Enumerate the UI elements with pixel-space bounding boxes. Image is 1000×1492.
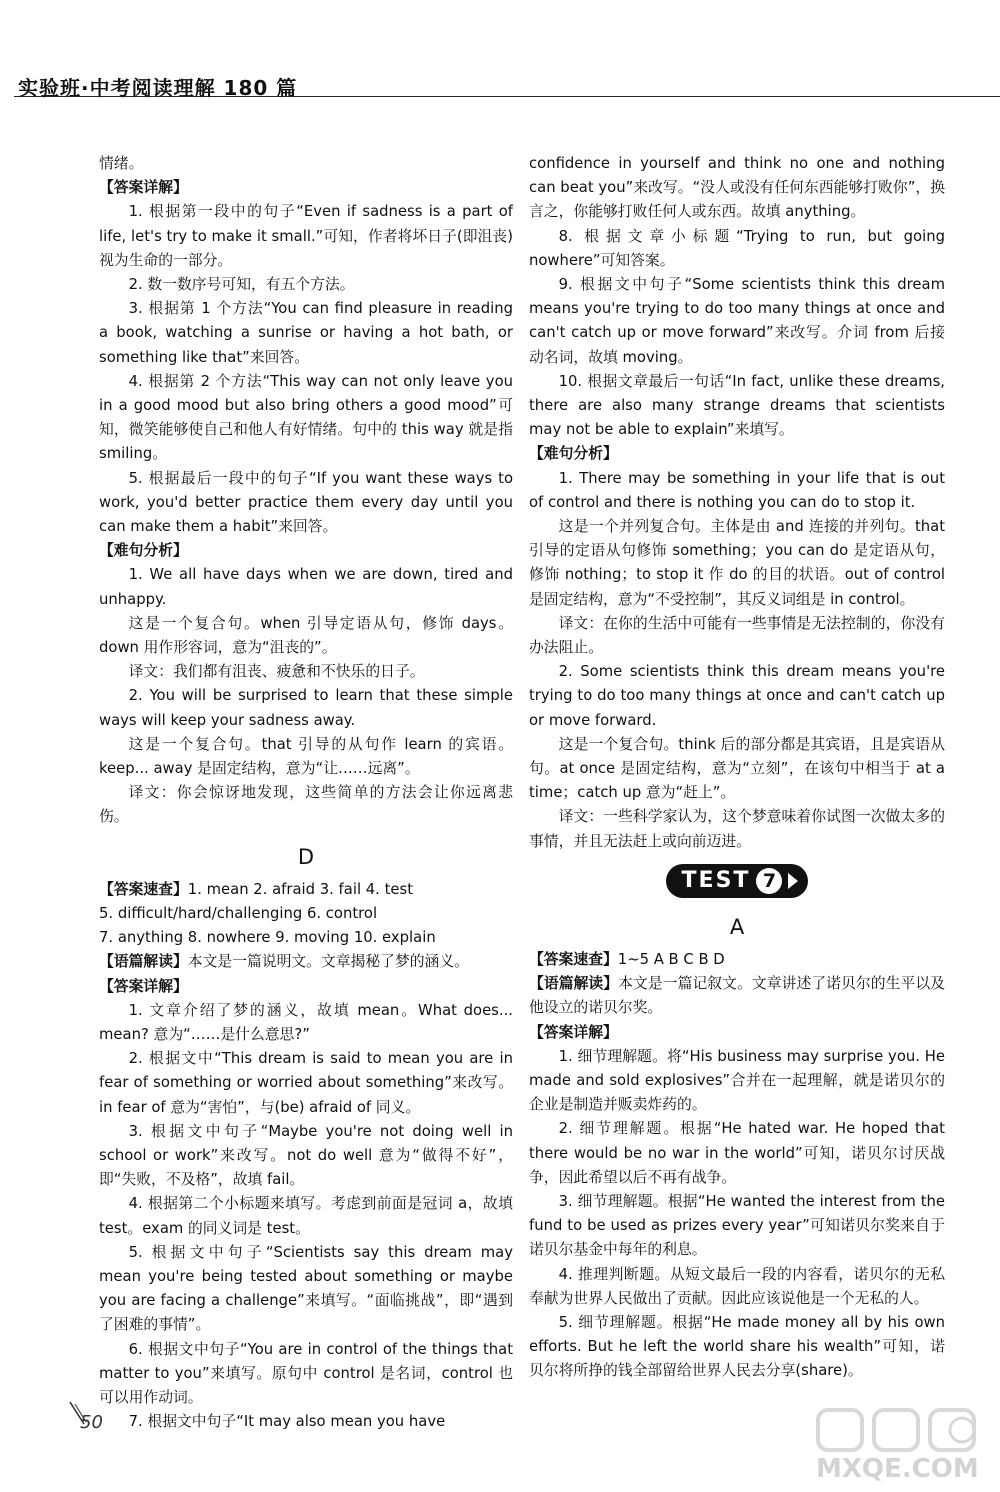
answer-line bbox=[99, 878, 513, 902]
paragraph: 7. anything 8. nowhere 9. moving 10. explain bbox=[99, 929, 436, 947]
answer-label: 【答案速查】 bbox=[99, 880, 188, 898]
site-watermark bbox=[812, 1404, 992, 1488]
left-column bbox=[99, 152, 513, 1434]
book-title: 实验班·中考阅读理解 180 篇 bbox=[18, 76, 298, 100]
paragraph: 这是一个并列复合句。主体是由 and 连接的并列句。that 引导的定语从句修饰 something；you can do 是定语从句，修饰 nothing；to stop it 作 do 的目的状语。out of control 是固定结构，意为“不受控制”，其反义词组是 in control。 bbox=[529, 518, 945, 608]
paragraph: 这是一个复合句。that 引导的从句作 learn 的宾语。keep... away 是固定结构，意为“让……远离”。 bbox=[99, 735, 513, 778]
paragraph: 4. 推理判断题。从短文最后一段的内容看，诺贝尔的无私奉献为世界人民做出了贡献。因此应该说他是一个无私的人。 bbox=[529, 1265, 945, 1307]
paragraph: 1. 细节理解题。将“His business may surprise you. He made and sold explosives”合并在一起理解，就是诺贝尔的企业是制造并贩卖炸药的。 bbox=[529, 1047, 945, 1114]
test-label: TEST bbox=[681, 867, 751, 893]
paragraph: 3. 细节理解题。根据“He wanted the interest from the fund to be used as prizes every year”可知诺贝尔奖来自于诺贝尔基金中每年的利息。 bbox=[529, 1192, 945, 1259]
answer-text: 本文是一篇说明文。文章揭秘了梦的涵义。 bbox=[187, 953, 469, 971]
paragraph: 4. 根据第二个小标题来填写。考虑到前面是冠词 a，故填 test。exam 的同义词是 test。 bbox=[99, 1195, 513, 1237]
section-label: 【答案详解】 bbox=[99, 977, 188, 995]
section-heading: A bbox=[729, 914, 745, 939]
paragraph: 5. 根据最后一段中的句子“If you want these ways to work, you'd better practice them every day until you can make them a habit”来回答。 bbox=[99, 469, 513, 536]
paragraph: 1. We all have days when we are down, tired and unhappy. bbox=[99, 566, 513, 608]
answer-label: 【语篇解读】 bbox=[529, 975, 619, 993]
page-number: 50 bbox=[80, 1412, 103, 1433]
test-heading bbox=[529, 864, 945, 900]
section-label: 【答案详解】 bbox=[99, 179, 188, 197]
watermark-url: MXQE.COM bbox=[816, 1454, 979, 1484]
paragraph: 这是一个复合句。when 引导定语从句，修饰 days。down 用作形容词，意为“沮丧的”。 bbox=[99, 614, 513, 657]
paragraph: 2. 根据文中“This dream is said to mean you are in fear of something or worried about something”来改写。in fear of 意为“害怕”，与(be) afraid of 同义。 bbox=[99, 1050, 513, 1116]
paragraph: 译文：一些科学家认为，这个梦意味着你试图一次做太多的事情，并且无法赶上或向前迈进。 bbox=[529, 808, 945, 850]
paragraph: 2. 细节理解题。根据“He hated war. He hoped that there would be no war in the world”可知，诺贝尔讨厌战争，因此希望以后不再有战争。 bbox=[529, 1120, 945, 1186]
paragraph: 2. You will be surprised to learn that these simple ways will keep your sadness away. bbox=[99, 687, 513, 729]
paragraph: 10. 根据文章最后一句话“In fact, unlike these dreams, there are also many strange dreams that scientists may not be able to explain”来填写。 bbox=[529, 372, 945, 439]
paragraph: 1. 根据第一段中的句子“Even if sadness is a part of life, let's try to make it small.”可知，作者将坏日子(即沮丧)视为生命的一部分。 bbox=[99, 203, 513, 269]
paragraph: 译文：你会惊讶地发现，这些简单的方法会让你远离悲伤。 bbox=[99, 784, 513, 826]
paragraph: 译文：我们都有沮丧、疲惫和不快乐的日子。 bbox=[128, 663, 425, 681]
paragraph: 这是一个复合句。think 后的部分都是其宾语，且是宾语从句。at once 是固定结构，意为“立刻”，在该句中相当于 at a time；catch up 意为“赶上”。 bbox=[529, 735, 945, 802]
answer-text: 1. mean 2. afraid 3. fail 4. test bbox=[187, 880, 414, 898]
play-arrow-icon bbox=[788, 873, 798, 889]
paragraph: 7. 根据文中句子“It may also mean you have bbox=[128, 1413, 446, 1431]
answer-line bbox=[529, 948, 945, 972]
paragraph: 8. 根据文章小标题“Trying to run, but going nowhere”可知答案。 bbox=[529, 227, 945, 269]
watermark-logo-icon bbox=[812, 1404, 992, 1454]
test-badge bbox=[666, 864, 809, 898]
answer-text: 1~5 A B C B D bbox=[617, 950, 725, 968]
paragraph: 1. There may be something in your life that is out of control and there is nothing you can do to stop it. bbox=[529, 469, 945, 511]
answer-label: 【答案速查】 bbox=[529, 950, 618, 968]
answer-text: 本文是一篇记叙文。文章讲述了诺贝尔的生平以及他设立的诺贝尔奖。 bbox=[529, 975, 945, 1017]
paragraph: 2. 数一数序号可知，有五个方法。 bbox=[128, 276, 355, 294]
answer-label: 【语篇解读】 bbox=[99, 953, 188, 971]
answer-line bbox=[99, 950, 513, 974]
paragraph: confidence in yourself and think no one and nothing can beat you”来改写。“没人或没有任何东西能够打败你”，换言之，你能够打败任何人或东西。故填 anything。 bbox=[529, 155, 945, 221]
answer-line bbox=[529, 972, 945, 1020]
paragraph: 5. 细节理解题。根据“He made money all by his own efforts. But he left the world share his wealth”可知，诺贝尔将所挣的钱全部留给世界人民去分享(share)。 bbox=[529, 1313, 945, 1380]
paragraph: 4. 根据第 2 个方法“This way can not only leave you in a good mood but also bring others a good mood”可知，微笑能够使自己和他人有好情绪。句中的 this way 就是指 smiling。 bbox=[99, 372, 513, 463]
paragraph: 译文：在你的生活中可能有一些事情是无法控制的，你没有办法阻止。 bbox=[529, 614, 945, 657]
paragraph: 情绪。 bbox=[99, 155, 144, 172]
test-number: 7 bbox=[756, 868, 782, 894]
section-label: 【难句分析】 bbox=[529, 445, 618, 463]
right-column bbox=[529, 152, 945, 1384]
paragraph: 9. 根据文中句子“Some scientists think this dream means you're trying to do too many things at once and can't catch up or move forward”来改写。介词 from 后接动名词，故填 moving。 bbox=[529, 276, 945, 366]
paragraph: 1. 文章介绍了梦的涵义，故填 mean。What does... mean? 意为“……是什么意思?” bbox=[99, 1001, 513, 1043]
paragraph: 3. 根据第 1 个方法“You can find pleasure in reading a book, watching a sunrise or having a hot bath, or something like that”来回答。 bbox=[99, 300, 513, 366]
section-heading: D bbox=[297, 844, 315, 869]
paragraph: 2. Some scientists think this dream means you're trying to do too many things at once and can't catch up or move forward. bbox=[529, 663, 945, 729]
header-divider bbox=[14, 96, 1000, 97]
paragraph: 5. difficult/hard/challenging 6. control bbox=[99, 904, 378, 922]
section-label: 【难句分析】 bbox=[99, 542, 188, 560]
paragraph: 6. 根据文中句子“You are in control of the things that matter to you”来填写。原句中 control 是名词，control 也可以用作动词。 bbox=[99, 1340, 513, 1406]
paragraph: 3. 根据文中句子“Maybe you're not doing well in school or work”来改写。not do well 意为“做得不好”，即“失败，不及格”，故填 fail。 bbox=[99, 1122, 513, 1189]
section-label: 【答案详解】 bbox=[529, 1023, 618, 1041]
paragraph: 5. 根据文中句子“Scientists say this dream may mean you're being tested about something or maybe you are facing a challenge”来填写。“面临挑战”，即“遇到了困难的事情”。 bbox=[99, 1243, 513, 1334]
